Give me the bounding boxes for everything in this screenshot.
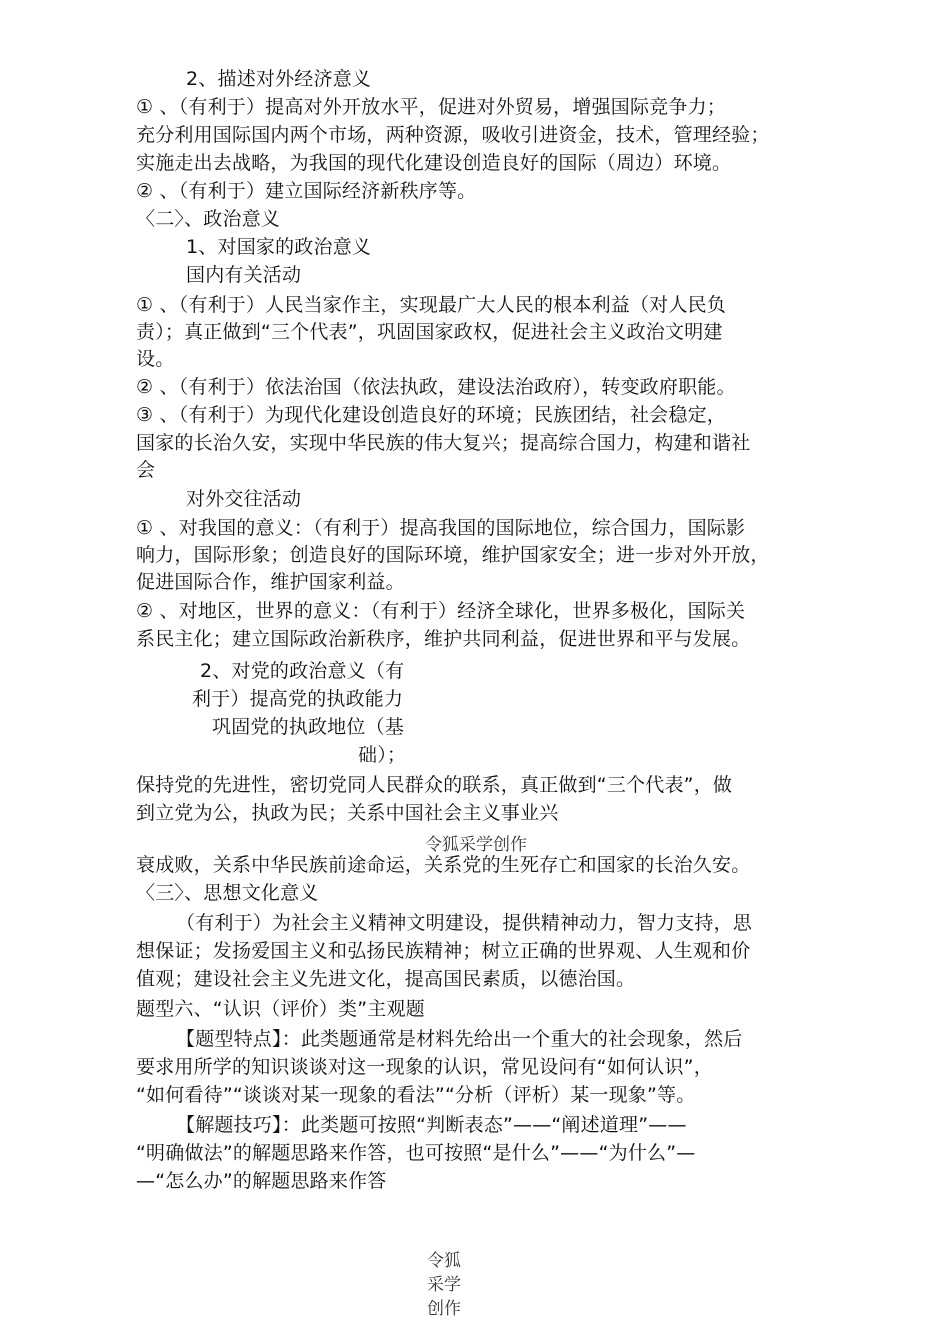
section-heading: 2、描述对外经济意义 [186,68,372,90]
text-line: —“怎么办”的解题思路来作答 [136,1170,387,1192]
text-line: 【解题技巧】：此类题可按照“判断表态”——“阐述道理”—— [176,1114,687,1136]
text-line: 响力，国际形象；创造良好的国际环境，维护国家安全；进一步对外开放， [136,544,770,566]
text-line: （有利于）为社会主义精神文明建设，提供精神动力，智力支持，思 [176,912,753,934]
text-line: 值观；建设社会主义先进文化，提高国民素质，以德治国。 [136,968,636,990]
text-line: ② 、（有利于）建立国际经济新秩序等。 [136,180,477,202]
subheading: 对外交往活动 [186,488,302,510]
text-line: 要求用所学的知识谈谈对这一现象的认识，常见设问有“如何认识”， [136,1056,713,1078]
text-line: 充分利用国际国内两个市场，两种资源，吸收引进资金，技术，管理经验； [136,124,770,146]
text-line: 设。 [136,348,175,370]
section-heading: 1、对国家的政治意义 [186,236,372,258]
text-line: 责）；真正做到“三个代表”，巩固国家政权，促进社会主义政治文明建 [136,321,723,343]
text-line: 到立党为公，执政为民；关系中国社会主义事业兴 [136,802,559,824]
text-line: ② 、（有利于）依法治国（依法执政，建设法治政府），转变政府职能。 [136,376,736,398]
section-heading: 〈三〉、思想文化意义 [136,882,319,904]
text-line: 会 [136,459,156,481]
text-line: “明确做法”的解题思路来作答，也可按照“是什么”——“为什么”— [136,1142,696,1164]
text-line: ① 、对我国的意义：（有利于）提高我国的国际地位，综合国力，国际影 [136,517,746,539]
text-line: 系民主化；建立国际政治新秩序，维护共同利益，促进世界和平与发展。 [136,628,751,650]
text-line: 【题型特点】：此类题通常是材料先给出一个重大的社会现象，然后 [176,1028,743,1050]
text-line: 实施走出去战略，为我国的现代化建设创造良好的国际（周边）环境。 [136,152,732,174]
text-line: ③ 、（有利于）为现代化建设创造良好的环境；民族团结，社会稳定， [136,404,726,426]
section-heading: 2、对党的政治意义（有 [200,660,405,682]
text-line: 国家的长治久安，实现中华民族的伟大复兴；提高综合国力，构建和谐社 [136,432,751,454]
section-heading: 题型六、“认识（评价）类”主观题 [136,998,425,1020]
text-line: 巩固党的执政地位（基 [212,716,405,738]
text-line: 保持党的先进性，密切党同人民群众的联系，真正做到“三个代表”，做 [136,774,733,796]
text-line: 利于）提高党的执政能力 [192,688,404,710]
footer-watermark: 采学 [427,1275,461,1295]
section-heading: 〈二〉、政治意义 [136,208,281,230]
text-line: ② 、对地区，世界的意义：（有利于）经济全球化，世界多极化，国际关 [136,600,746,622]
footer-watermark: 创作 [427,1299,461,1319]
text-line: 想保证；发扬爱国主义和弘扬民族精神；树立正确的世界观、人生观和价 [136,940,751,962]
text-line: “如何看待”“谈谈对某一现象的看法”“分析（评析）某一现象”等。 [136,1084,696,1106]
watermark: 令狐采学创作 [425,835,527,855]
text-line: ① 、（有利于）人民当家作主，实现最广大人民的根本利益（对人民负 [136,294,726,316]
text-line: 衰成败，关系中华民族前途命运，关系党的生死存亡和国家的长治久安。 [136,854,751,876]
subheading: 国内有关活动 [186,264,302,286]
text-line: 促进国际合作，维护国家利益。 [136,571,405,593]
text-line: 础）； [358,744,407,766]
footer-watermark: 令狐 [427,1251,461,1271]
text-line: ① 、（有利于）提高对外开放水平，促进对外贸易，增强国际竞争力； [136,96,726,118]
